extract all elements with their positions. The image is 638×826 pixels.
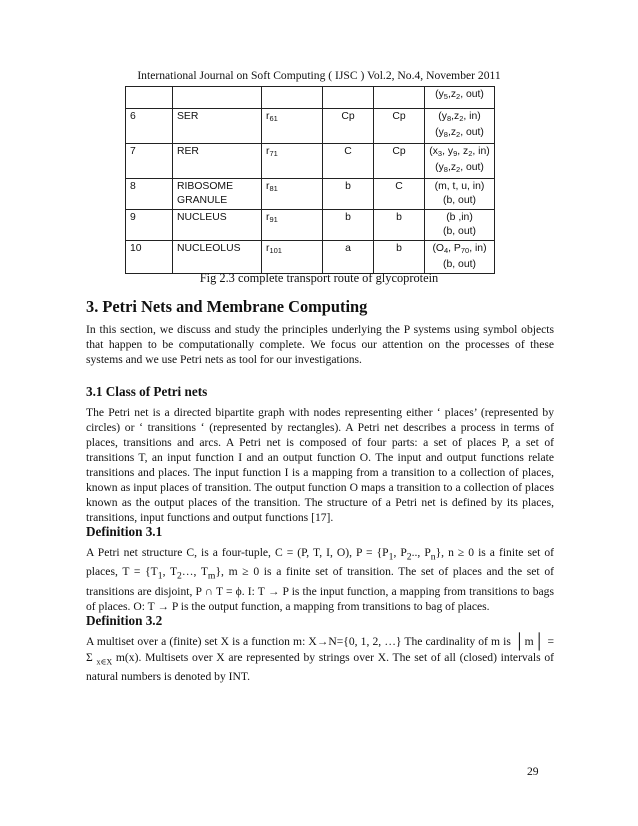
left-cell: a [323, 241, 374, 274]
left-cell: b [323, 210, 374, 241]
right-cell: C [374, 179, 425, 210]
table-row [126, 179, 495, 210]
rule-cell: $r_{101}$ [262, 241, 323, 274]
target-cell: ($x_3$, $y_9$, $z_2$, in) ($y_8,z_2$, out) [425, 144, 495, 179]
target-cell: ($y_8,z_2$, in) ($y_8,z_2$, out) [425, 109, 495, 144]
target-cell: (b ,in) (b, out) [425, 210, 495, 241]
running-header: International Journal on Soft Computing ( IJSC ) Vol.2, No.4, November 2011 [137, 69, 501, 82]
compartment-name: RIBOSOME GRANULE [173, 179, 262, 210]
row-number: 7 [126, 144, 173, 179]
transport-route-table [125, 86, 495, 274]
compartment-name: NUCLEOLUS [173, 241, 262, 274]
compartment-name: RER [173, 144, 262, 179]
definition-heading: Definition 3.2 [86, 613, 163, 628]
rule-cell: $r_{81}$ [262, 179, 323, 210]
target-cell: ($O_4$, $P_{70}$, in) (b, out) [425, 241, 495, 274]
target-cell: ($y_5,z_2$, out) [425, 87, 495, 109]
definition-heading: Definition 3.1 [86, 524, 163, 539]
rule-cell: $r_{61}$ [262, 109, 323, 144]
page-number: 29 [527, 765, 539, 778]
petri-net-paragraph: The Petri net is a directed bipartite graph with nodes representing either ‘ places’ (represented by circles) or ‘ transitions ‘ (represented by rectangles). A Petri net describes a process in terms of places, transitions and arcs. A Petri net is composed of four parts: a set of places P, a set of transitions T, an input function I and an output function O. The input and output functions relate transitions and places. The input function I is a mapping from a transition to a collection of places, known as input places of transition. The output function O maps a transition to a collection of places known as the output places of the transition. The structure of a Petri net is defined by its places, transitions, input functions and output functions [17]. [86, 406, 554, 524]
table-row [126, 109, 495, 144]
right-cell: Cp [374, 109, 425, 144]
figure-caption: Fig 2.3 complete transport route of glycoprotein [199, 271, 439, 285]
table-row [126, 210, 495, 241]
row-number: 10 [126, 241, 173, 274]
left-cell: b [323, 179, 374, 210]
definition-paragraph: A Petri net structure C, is a four-tuple, C = (P, T, I, O), $P = \{P_1$, $P_2$.., $P_n$}, n ≥ 0 is a finite set of places, $T = \{T_1$, $T_2\dots$, $T_m$}, m ≥ 0 is a finite set of transition. The set of places and the set of transitions are disjoint, P ∩ T = ϕ. I: T → P is the input function, a mapping from transitions to bags of places. O: T → P is the output function, a mapping from transitions to bag of places. [86, 546, 554, 613]
row-number: 6 [126, 109, 173, 144]
table-row [126, 241, 495, 274]
section-intro-paragraph: In this section, we discuss and study the principles underlying the P systems using symbol objects that happen to be computationally complete. We focus our attention on the processes of these systems and we use Petri nets as tool for our investigations. [86, 323, 554, 366]
section-heading: 3. Petri Nets and Membrane Computing [86, 297, 368, 316]
left-cell: C [323, 144, 374, 179]
row-number: 8 [126, 179, 173, 210]
compartment-name: SER [173, 109, 262, 144]
rule-cell: $r_{91}$ [262, 210, 323, 241]
table-row [126, 87, 495, 109]
definition-paragraph: A multiset over a (finite) set X is a function m: X→N={0, 1, 2, …} The cardinality of m is │m│ = Σ $_{x\in X}$ m(x). Multisets over X are represented by strings over X. The set of all (closed) intervals of natural numbers is denoted by INT. [86, 634, 555, 684]
row-number: 9 [126, 210, 173, 241]
left-cell: Cp [323, 109, 374, 144]
right-cell: Cp [374, 144, 425, 179]
compartment-name: NUCLEUS [173, 210, 262, 241]
subsection-heading: 3.1 Class of Petri nets [86, 384, 208, 399]
table-row [126, 144, 495, 179]
rule-cell: $r_{71}$ [262, 144, 323, 179]
right-cell: b [374, 210, 425, 241]
target-cell: (m, t, u, in) (b, out) [425, 179, 495, 210]
right-cell: b [374, 241, 425, 274]
